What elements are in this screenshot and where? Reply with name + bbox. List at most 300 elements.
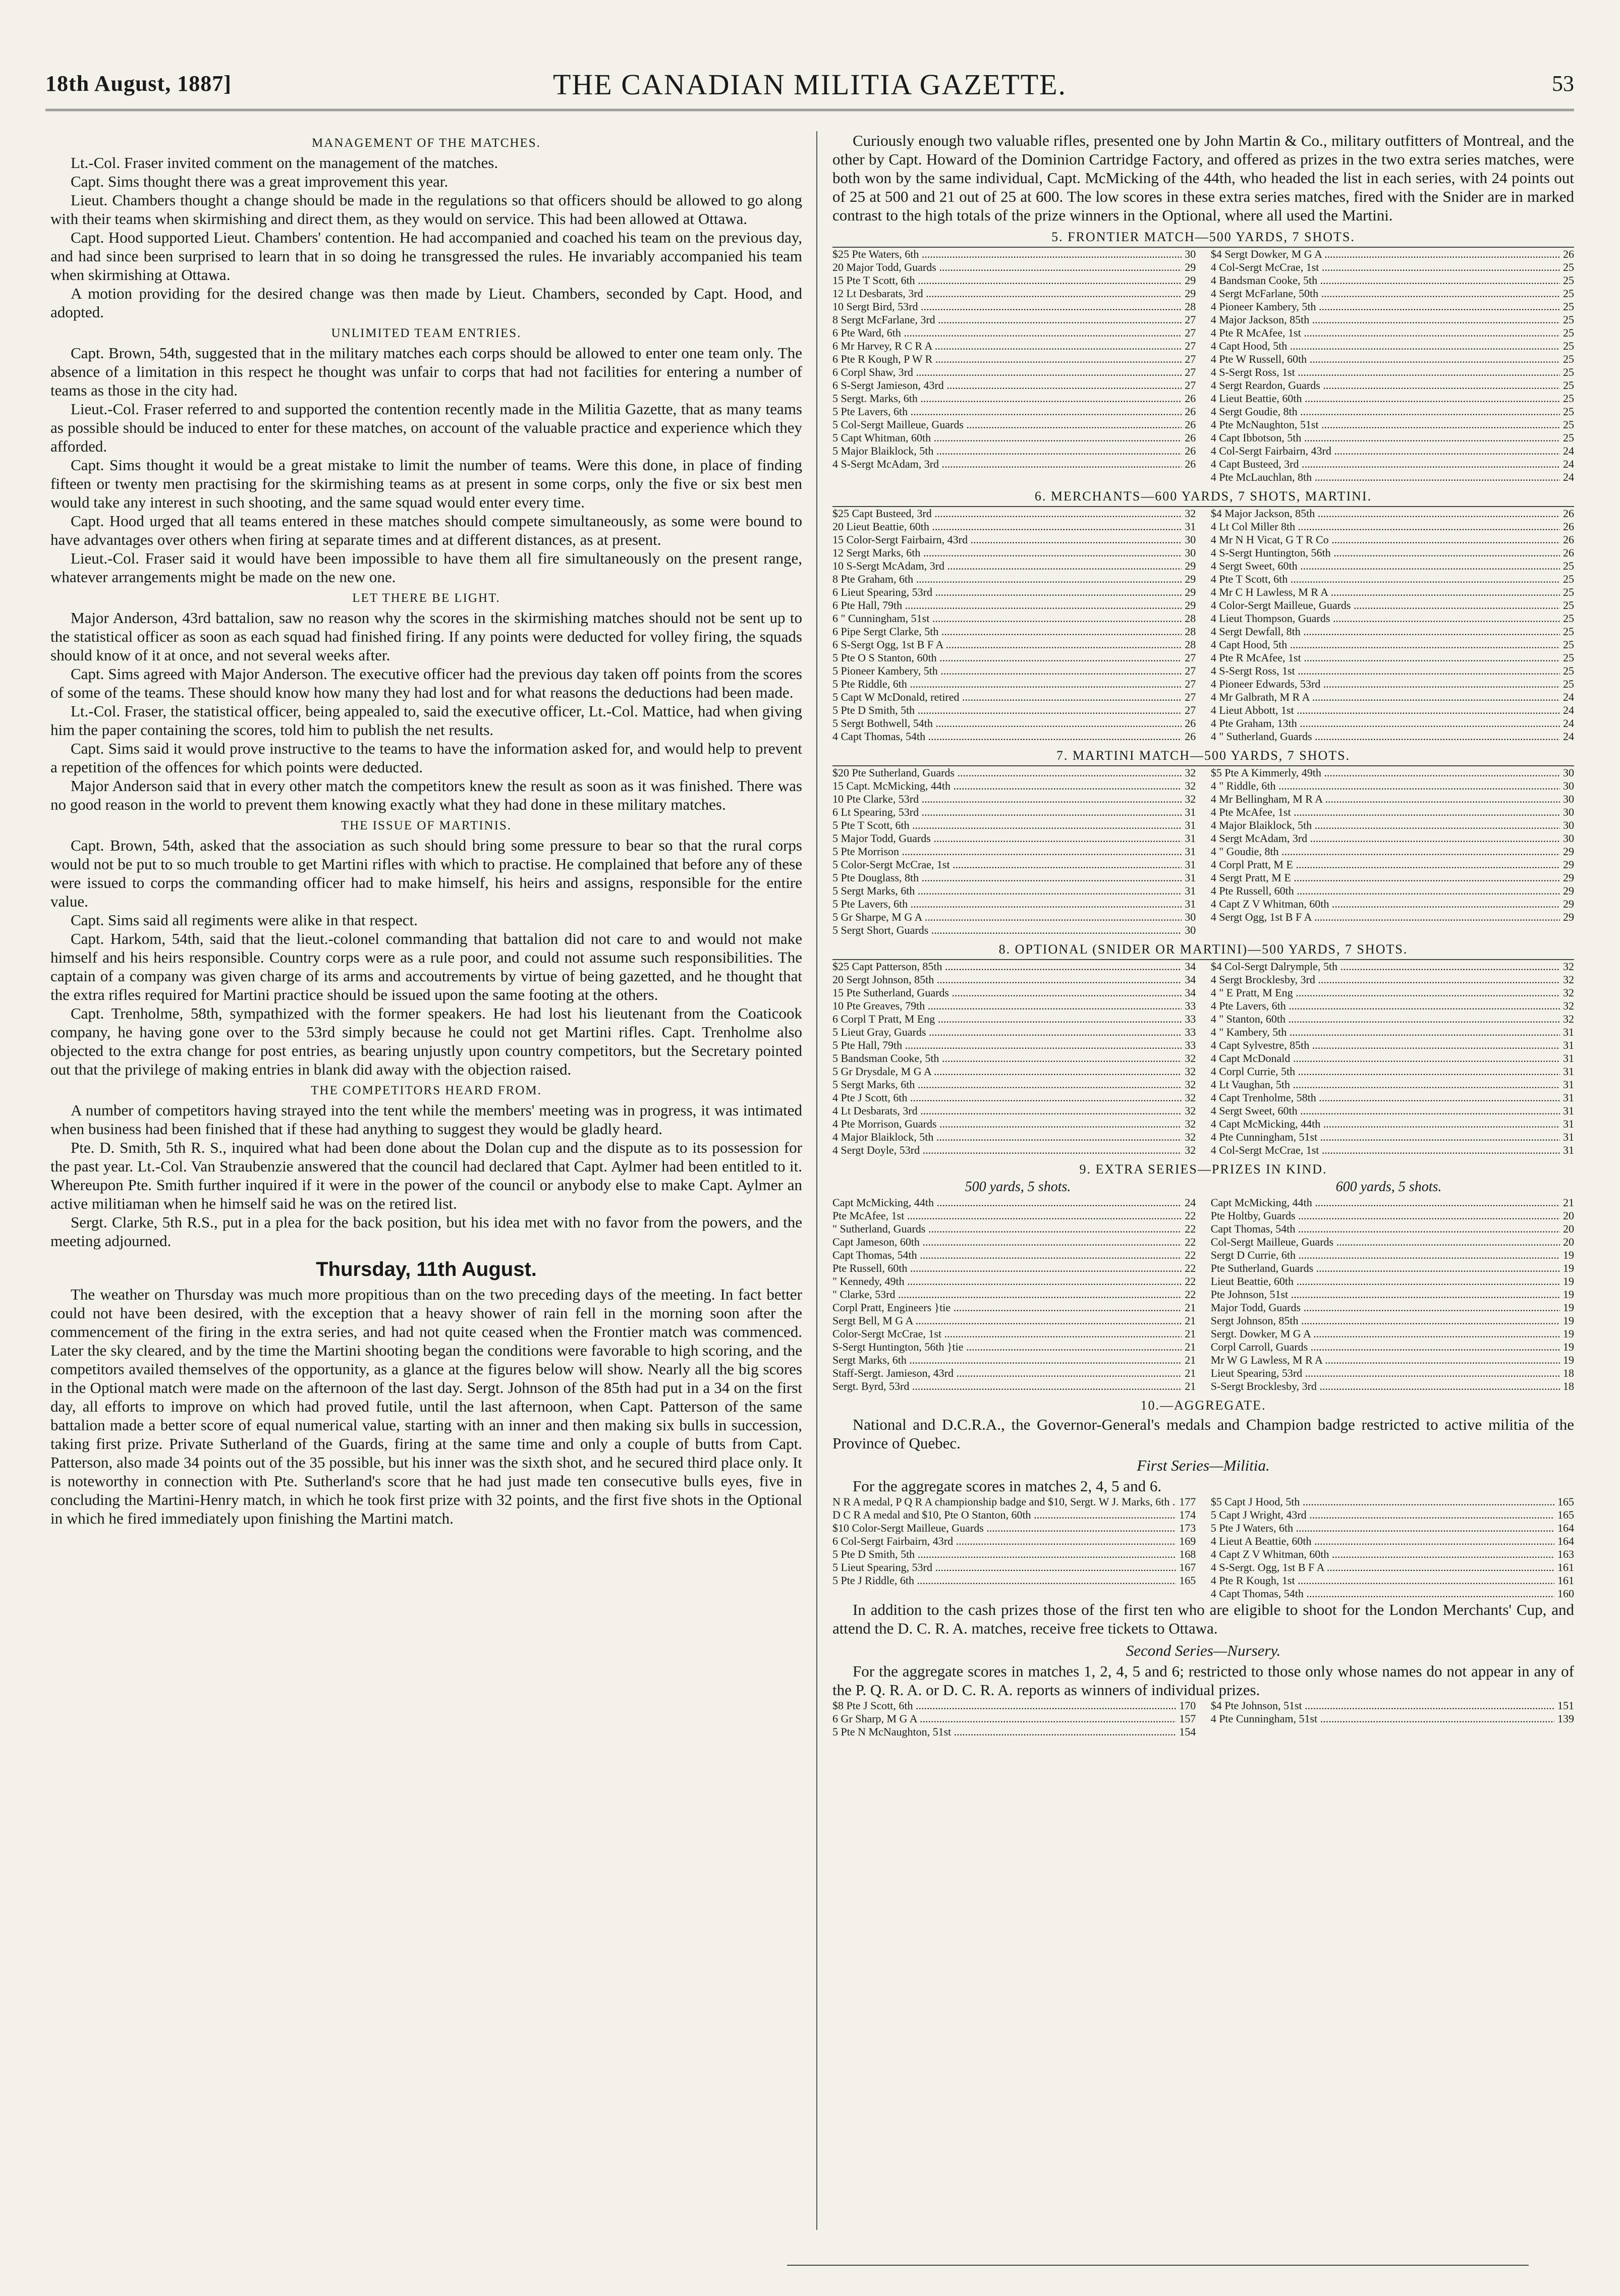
score: 167 [1179,1561,1196,1574]
score: 30 [1563,819,1574,831]
score-row [832,664,1196,678]
competitor-name: 4 " Riddle, 6th ..... [1211,779,1560,793]
score-column [832,960,1196,1157]
score-row [1211,1548,1574,1561]
score: 31 [1563,1104,1574,1117]
score: 28 [1185,638,1196,651]
section-body [50,836,802,1079]
score: 25 [1563,274,1574,287]
competitor-name: Corpl Carroll, Guards ..... [1211,1340,1560,1354]
score: 30 [1563,806,1574,818]
score: 31 [1563,1091,1574,1104]
competitor-name: 5 Lieut Spearing, 53rd ..... [832,1561,1176,1574]
competitor-name: 5 Pte J Waters, 6th ..... [1211,1522,1554,1535]
score: 18 [1563,1380,1574,1392]
competitor-name: 4 Pioneer Edwards, 53rd ..... [1211,678,1560,691]
score-row [1211,340,1574,353]
score: 31 [1563,1078,1574,1091]
competitor-name: 4 Sergt Sweet, 60th ..... [1211,559,1560,573]
score-row [832,1725,1196,1739]
score: 19 [1563,1288,1574,1301]
score: 173 [1179,1522,1196,1534]
score-row [1211,1340,1574,1354]
competitor-name: 5 Pte O S Stanton, 60th ..... [832,651,1182,664]
score: 24 [1563,444,1574,457]
score-table [832,960,1574,1157]
score: 27 [1185,340,1196,352]
score: 25 [1563,678,1574,690]
score: 31 [1563,1117,1574,1130]
score-table [832,1699,1574,1739]
score: 25 [1563,612,1574,625]
paragraph: Capt. Harkom, 54th, said that the lieut.-colonel commanding that battalion did not care to and would not make himself and his heirs responsible. Country corps were as a rule poor, and could not assume such responsibilities. The captain of a company was given charge of its arms and accoutrements by virtue of being gazetted, and he thought that the extra rifles required for Martini practice should be issued upon the same footing at the others. [50,930,802,1003]
score: 27 [1185,704,1196,716]
score: 177 [1179,1495,1196,1508]
score: 22 [1185,1275,1196,1287]
score: 21 [1185,1380,1196,1392]
section-title: UNLIMITED TEAM ENTRIES. [331,326,522,340]
score-row [1211,1209,1574,1222]
score: 25 [1563,313,1574,326]
score-row [832,1078,1196,1091]
competitor-name: 20 Lieut Beattie, 60th ..... [832,520,1182,533]
score: 29 [1185,274,1196,287]
score: 26 [1563,248,1574,260]
score: 19 [1563,1340,1574,1353]
score: 25 [1563,664,1574,677]
score-row [1211,326,1574,340]
score: 30 [1563,832,1574,845]
score: 161 [1557,1561,1574,1574]
competitor-name: 4 S-Sergt Ross, 1st ..... [1211,664,1560,678]
score-row [1211,1026,1574,1039]
competitor-name: 4 Color-Sergt Mailleue, Guards ..... [1211,599,1560,612]
paragraph: Capt. Sims thought it would be a great mistake to limit the number of teams. Were this done, in place of finding fifteen or twenty men practising for the skirmishing teams as at present in some corps, only the five or six best men would take any interest in such shooting, and the same squad would enter every time. [50,456,802,511]
paragraph: Capt. Sims said all regiments were alike in that respect. [71,911,418,929]
score: 25 [1563,392,1574,405]
score-row [832,806,1196,819]
competitor-name: 15 Capt. McMicking, 44th ..... [832,779,1182,793]
score: 31 [1563,1144,1574,1156]
competitor-name: 15 Color-Sergt Fairbairn, 43rd ..... [832,533,1182,546]
score: 29 [1185,287,1196,300]
competitor-name: Col-Sergt Mailleue, Guards ..... [1211,1236,1560,1249]
score-row [832,1380,1196,1393]
score: 32 [1185,507,1196,520]
score: 25 [1563,431,1574,444]
score: 19 [1563,1314,1574,1327]
score-row [1211,1091,1574,1104]
score-row [1211,1712,1574,1725]
score: 25 [1563,418,1574,431]
score-row [832,418,1196,431]
score-row [832,704,1196,717]
score: 29 [1563,845,1574,858]
score: 31 [1185,819,1196,831]
competitor-name: 4 Capt McMicking, 44th ..... [1211,1117,1560,1131]
score: 19 [1563,1249,1574,1261]
score-row [832,313,1196,326]
score-row [1211,779,1574,793]
competitor-name: 4 Corpl Pratt, M E ..... [1211,858,1560,871]
competitor-name: 4 Col-Sergt Fairbairn, 43rd ..... [1211,444,1560,458]
competitor-name: 4 Bandsman Cooke, 5th ..... [1211,274,1560,287]
score-table [832,766,1574,937]
competitor-name: 4 Pte Morrison, Guards ..... [832,1117,1182,1131]
score-column [1211,1495,1574,1600]
competitor-name: 5 Bandsman Cooke, 5th ..... [832,1052,1182,1065]
score: 32 [1563,999,1574,1012]
score-row [832,625,1196,638]
competitor-name: 5 Pte N McNaughton, 51st ..... [832,1725,1176,1739]
competitor-name: 4 Capt Z V Whitman, 60th ..... [1211,898,1560,911]
competitor-name: Capt Thomas, 54th ..... [832,1249,1182,1262]
score-row [1211,858,1574,871]
score: 139 [1557,1712,1574,1725]
newspaper-title: THE CANADIAN MILITIA GAZETTE. [552,68,1067,101]
score-row [832,871,1196,884]
score-row [832,1548,1196,1561]
page-number: 53 [1552,71,1574,96]
competitor-name: 4 Capt Z V Whitman, 60th ..... [1211,1548,1554,1561]
score: 21 [1185,1327,1196,1340]
score: 22 [1185,1262,1196,1274]
left-column [50,131,802,2270]
score: 34 [1185,960,1196,973]
competitor-name: 4 Mr C H Lawless, M R A ..... [1211,586,1560,599]
score-row [832,1262,1196,1275]
score-row [1211,625,1574,638]
score: 29 [1563,884,1574,897]
paragraph: Capt. Brown, 54th, suggested that in the military matches each corps should be allowed to enter one team only. The absence of a limitation in this respect he thought was unfair to corps that had not facilities for entering a number of teams as those in the city had. [50,344,802,399]
competitor-name: 5 Lieut Gray, Guards ..... [832,1026,1182,1039]
competitor-name: 4 Mr Galbrath, M R A ..... [1211,691,1560,704]
score: 32 [1185,1144,1196,1156]
score-row [832,1354,1196,1367]
competitor-name: $25 Capt Busteed, 3rd ..... [832,507,1182,520]
competitor-name: 8 Pte Graham, 6th ..... [832,573,1182,586]
score-row [1211,1222,1574,1236]
score-row [1211,599,1574,612]
score: 24 [1563,704,1574,716]
competitor-name: Corpl Pratt, Engineers }tie ..... [832,1301,1182,1314]
score-row [1211,1236,1574,1249]
score: 26 [1185,458,1196,470]
score-row [1211,379,1574,392]
competitor-name: Capt Jameson, 60th ..... [832,1236,1182,1249]
score-column [1211,766,1574,937]
score: 28 [1185,625,1196,638]
competitor-name: 15 Pte Sutherland, Guards ..... [832,986,1182,999]
score-row [832,898,1196,911]
competitor-name: $5 Pte A Kimmerly, 49th ..... [1211,766,1560,779]
score-row [1211,1275,1574,1288]
score-row [832,638,1196,651]
series-note: For the aggregate scores in matches 1, 2, 4, 5 and 6; restricted to those only whose names do not appear in any of the P. Q. R. A. or D. C. R. A. reports as winners of individual prizes. [832,1662,1574,1699]
score: 20 [1563,1236,1574,1248]
competitor-name: $4 Sergt Dowker, M G A ..... [1211,248,1560,261]
competitor-name: 5 Pte Riddle, 6th ..... [832,678,1182,691]
score-row [832,1117,1196,1131]
score: 170 [1179,1699,1196,1712]
competitor-name: 5 Gr Drysdale, M G A ..... [832,1065,1182,1078]
competitor-name: 4 Corpl Currie, 5th ..... [1211,1065,1560,1078]
score: 24 [1563,730,1574,743]
score-row [1211,533,1574,546]
competitor-name: 5 Pte Morrison ..... [832,845,1182,858]
score: 29 [1185,599,1196,611]
score-row [1211,1013,1574,1026]
competitor-name: S-Sergt Brocklesby, 3rd ..... [1211,1380,1560,1393]
competitor-name: 5 Pte T Scott, 6th ..... [832,819,1182,832]
score: 165 [1179,1574,1196,1587]
score: 31 [1563,1065,1574,1078]
competitor-name: 5 Sergt. Marks, 6th ..... [832,392,1182,405]
score-row [832,793,1196,806]
score-row [1211,898,1574,911]
score-row [832,832,1196,845]
score: 21 [1185,1314,1196,1327]
competitor-name: 4 Capt Ibbotson, 5th ..... [1211,431,1560,444]
competitor-name: 10 Sergt Bird, 53rd ..... [832,300,1182,313]
score: 29 [1563,911,1574,923]
score: 168 [1179,1548,1196,1560]
score: 25 [1563,586,1574,598]
competitor-name: 12 Lt Desbarats, 3rd ..... [832,287,1182,300]
score: 19 [1563,1301,1574,1314]
competitor-name: 5 Major Blaiklock, 5th ..... [832,444,1182,458]
competitor-name: 6 Corpl T Pratt, M Eng ..... [832,1013,1182,1026]
score-column [1211,1699,1574,1739]
score-row [1211,1196,1574,1209]
competitor-name: 5 Sergt Marks, 6th ..... [832,1078,1182,1091]
competitor-name: 6 Gr Sharp, M G A ..... [832,1712,1176,1725]
score-row [1211,1522,1574,1535]
competitor-name: D C R A medal and $10, Pte O Stanton, 60th ..... [832,1508,1176,1522]
competitor-name: 4 Lt Desbarats, 3rd ..... [832,1104,1182,1117]
score: 32 [1185,1091,1196,1104]
competitor-name: 20 Sergt Johnson, 85th ..... [832,973,1182,986]
score: 26 [1185,730,1196,743]
column-divider [816,131,817,2230]
score-row [1211,638,1574,651]
score: 20 [1563,1209,1574,1222]
competitor-name: 5 Pte Lavers, 6th ..... [832,405,1182,418]
competitor-name: 4 Pte Cunningham, 51st ..... [1211,1131,1560,1144]
score-row [1211,766,1574,779]
score: 165 [1557,1508,1574,1521]
competitor-name: 4 Lieut Abbott, 1st ..... [1211,704,1560,717]
competitor-name: 8 Sergt McFarlane, 3rd ..... [832,313,1182,326]
competitor-name: Capt Thomas, 54th ..... [1211,1222,1560,1236]
competitor-name: " Sutherland, Guards ..... [832,1222,1182,1236]
competitor-name: 4 Pte R McAfee, 1st ..... [1211,651,1560,664]
score-row [1211,444,1574,458]
score-row [1211,573,1574,586]
score: 22 [1185,1222,1196,1235]
score-row [832,1508,1196,1522]
score-row [1211,1104,1574,1117]
score: 22 [1185,1249,1196,1261]
paragraph: Lieut.-Col. Fraser referred to and supported the contention recently made in the Militia Gazette, that as many teams as possible should be induced to enter for these matches, on account of the valuable practice and experience which they afforded. [50,400,802,455]
score-row [832,1209,1196,1222]
competitor-name: 4 Mr Bellingham, M R A ..... [1211,793,1560,806]
score: 31 [1563,1052,1574,1065]
score-row [832,559,1196,573]
score-row [832,1013,1196,1026]
score-row [832,379,1196,392]
score: 32 [1185,766,1196,779]
competitor-name: 4 Sergt Goudie, 8th ..... [1211,405,1560,418]
score-row [832,1495,1196,1508]
paragraph: Pte. D. Smith, 5th R. S., inquired what had been done about the Dolan cup and the dispute as to its possession for the past year. Lt.-Col. Van Straubenzie answered that the council had declared that Capt. Aylmer had been entitled to it. Whereupon Pte. Smith further inquired if it were in the power of the council or anybody else to make Capt. Aylmer an active militiaman when he himself said he was on the retired list. [50,1139,802,1212]
score-row [1211,1117,1574,1131]
score: 25 [1563,651,1574,664]
paragraph: A number of competitors having strayed into the tent while the members' meeting was in progress, it was intimated when business had been finished that if these had anything to suggest they would be gladly heard. [50,1101,802,1138]
score: 28 [1185,300,1196,313]
competitor-name: $4 Col-Sergt Dalrymple, 5th ..... [1211,960,1560,973]
score-row [1211,884,1574,898]
score-row [832,392,1196,405]
competitor-name: 4 Sergt Reardon, Guards ..... [1211,379,1560,392]
competitor-name: $25 Pte Waters, 6th ..... [832,248,1182,261]
score-row [832,651,1196,664]
score: 24 [1563,458,1574,470]
score-column [832,1196,1196,1393]
score: 21 [1563,1196,1574,1209]
score: 25 [1563,573,1574,585]
score-row [1211,1144,1574,1157]
score: 32 [1185,1131,1196,1143]
score-row [832,248,1196,261]
score-row [832,691,1196,704]
score-row [832,1367,1196,1380]
competitor-name: 4 " Stanton, 60th ..... [1211,1013,1560,1026]
paragraph: Lieut.-Col. Fraser said it would have been impossible to have them all fire simultaneously on the present range, whatever arrangements might be made on the new one. [50,549,802,586]
score-row [832,1327,1196,1340]
score-row [832,599,1196,612]
score-row [1211,793,1574,806]
cash-note: In addition to the cash prizes those of the first ten who are eligible to shoot for the London Merchants' Cup, and attend the D. C. R. A. matches, receive free tickets to Ottawa. [832,1601,1574,1637]
competitor-name: 4 Major Blaiklock, 5th ..... [1211,819,1560,832]
score-row [1211,431,1574,444]
competitor-name: 6 Lieut Spearing, 53rd ..... [832,586,1182,599]
section-title: MANAGEMENT OF THE MATCHES. [312,136,541,150]
score-row [1211,871,1574,884]
competitor-name: 4 Pioneer Kambery, 5th ..... [1211,300,1560,313]
competitor-name: 5 Pte J Riddle, 6th ..... [832,1574,1176,1587]
competitor-name: 5 Pte Douglass, 8th ..... [832,871,1182,884]
score-column [1211,248,1574,484]
score-row [832,1301,1196,1314]
competitor-name: 4 Pte Graham, 13th ..... [1211,717,1560,730]
competitor-name: $4 Pte Johnson, 51st ..... [1211,1699,1554,1712]
competitor-name: 5 Sergt Bothwell, 54th ..... [832,717,1182,730]
score: 27 [1185,664,1196,677]
competitor-name: 6 S-Sergt Ogg, 1st B F A ..... [832,638,1182,651]
score: 27 [1185,313,1196,326]
score: 164 [1557,1522,1574,1534]
competitor-name: $25 Capt Patterson, 85th ..... [832,960,1182,973]
score: 33 [1185,1013,1196,1025]
paragraph: Major Anderson, 43rd battalion, saw no reason why the scores in the skirmishing matches should not be sent up to the statistical officer as soon as each squad had finished firing. If any points were deducted for volley firing, the squads should know of it at once, and not several weeks after. [50,609,802,664]
score-row [832,1065,1196,1078]
competitor-name: 5 Major Todd, Guards ..... [832,832,1182,845]
score-row [832,1091,1196,1104]
section-body [50,1285,802,1528]
score-row [1211,1052,1574,1065]
competitor-name: 4 " Sutherland, Guards ..... [1211,730,1560,743]
paragraph: Capt. Hood urged that all teams entered in these matches should compete simultaneously, as some were bound to have advantages over others when firing at separate times and at different distances, as at present. [50,512,802,548]
score: 165 [1557,1495,1574,1508]
score: 25 [1563,326,1574,339]
score: 32 [1185,1065,1196,1078]
competitor-name: Sergt D Currie, 6th ..... [1211,1249,1560,1262]
score-row [832,999,1196,1013]
score: 30 [1563,766,1574,779]
score-row [1211,1327,1574,1340]
competitor-name: 4 Capt Hood, 5th ..... [1211,638,1560,651]
score-row [832,1561,1196,1574]
competitor-name: 4 Pte Russell, 60th ..... [1211,884,1560,898]
score: 27 [1185,691,1196,703]
score: 24 [1185,1196,1196,1209]
score-row [832,819,1196,832]
score-row [832,717,1196,730]
score-row [1211,1249,1574,1262]
score-row [1211,845,1574,858]
score-row [1211,1699,1574,1712]
score: 29 [1185,261,1196,273]
score-row [1211,507,1574,520]
competitor-name: 12 Sergt Marks, 6th ..... [832,546,1182,559]
series-heading: First Series—Militia. [1137,1457,1270,1474]
paragraph: Capt. Sims said it would prove instructive to the teams to have the information asked for, and would help to prevent a repetition of the offences for which points were deducted. [50,740,802,776]
score: 31 [1185,858,1196,871]
competitor-name: Pte Russell, 60th ..... [832,1262,1182,1275]
score-row [832,911,1196,924]
competitor-name: 5 Col-Sergt Mailleue, Guards ..... [832,418,1182,431]
score-row [832,986,1196,999]
score-row [1211,1367,1574,1380]
paragraph: Sergt. Clarke, 5th R.S., put in a plea for the back position, but his idea met with no favor from the powers, and the meeting adjourned. [50,1213,802,1250]
score-row [1211,520,1574,533]
score: 24 [1563,691,1574,703]
columns [45,131,1574,2270]
competitor-name: Pte McAfee, 1st ..... [832,1209,1182,1222]
score: 157 [1179,1712,1196,1725]
competitor-name: $20 Pte Sutherland, Guards ..... [832,766,1182,779]
competitor-name: 4 Pte W Russell, 60th ..... [1211,353,1560,366]
competitor-name: 4 " Goudie, 8th ..... [1211,845,1560,858]
score-row [1211,1288,1574,1301]
competitor-name: Color-Sergt McCrae, 1st ..... [832,1327,1182,1340]
score-column [832,1495,1196,1600]
section-title: LET THERE BE LIGHT. [352,591,500,605]
competitor-name: 10 Pte Clarke, 53rd ..... [832,793,1182,806]
score: 30 [1185,924,1196,936]
masthead-rule [45,109,1574,111]
score: 29 [1185,573,1196,585]
score-row [1211,1314,1574,1327]
score-row [1211,546,1574,559]
score-row [1211,612,1574,625]
competitor-name: 4 Capt Trenholme, 58th ..... [1211,1091,1560,1104]
score: 34 [1185,986,1196,999]
competitor-name: 4 Sergt McAdam, 3rd ..... [1211,832,1560,845]
issue-date: 18th August, 1887] [45,71,232,96]
competitor-name: 4 " E Pratt, M Eng ..... [1211,986,1560,999]
